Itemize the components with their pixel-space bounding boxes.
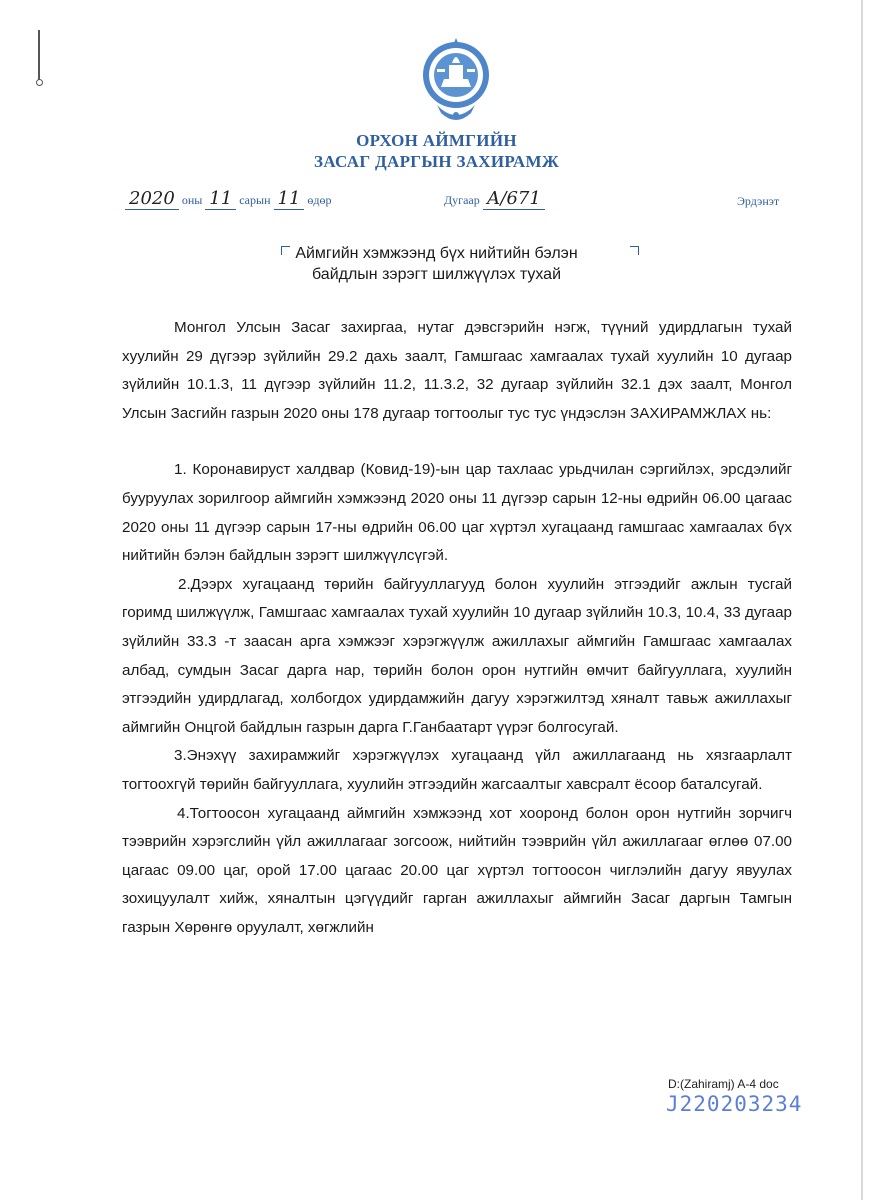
issue-date (125, 188, 332, 210)
document-subject (0, 243, 873, 285)
file-reference: D:(Zahiramj) A-4 doc (668, 1077, 779, 1091)
month-suffix: сарын (239, 193, 271, 207)
date-month: 11 (205, 188, 236, 210)
subject-line-2: байдлын зэрэгт шилжүүлэх тухай (312, 266, 561, 283)
document-number (444, 188, 545, 209)
organization-name: ОРХОН АЙМГИЙН (356, 131, 517, 150)
year-suffix: оны (181, 193, 203, 207)
order-item-3: 3.Энэхүү захирамжийг хэрэгжүүлэх хугацаанд үйл ажиллагаанд нь хязгаарлалт тогтоохгүй төрийн байгууллага, хуулийн этгээдийн жагсаалтыг хавсралт ёсоор баталсугай. (122, 747, 792, 793)
number-value: А/671 (483, 188, 545, 210)
order-item-2: 2.Дээрх хугацаанд төрийн байгууллагууд болон хуулийн этгээдийг ажлын тусгай горимд шилжүүлж, Гамшгаас хамгаалах тухай хуулийн 10 дугаар зүйлийн 10.3, 10.4, 33 дугаар зүйлийн 33.3 -т заасан арга хэмжээг хэрэгжүүлж ажиллахыг аймгийн Гамшгаас хамгаалах албад, сумдын Засаг дарга нар, төрийн болон орон нутгийн өмчит байгууллага, хуулийн этгээдийн удирдлагад, холбогдох удирдамжийн дагуу хэрэгжилтэд хяналт тавьж ажиллахыг аймгийн Онцгой байдлын газрын дарга Г.Ганбаатарт үүрэг болгосугай. (122, 575, 792, 736)
order-item-1: 1. Коронавируст халдвар (Ковид-19)-ын цар тахлаас урьдчилан сэргийлэх, эрсдэлийг бууруулах зорилгоор аймгийн хэмжээнд 2020 оны 11 дүгээр сарын 12-ны өдрийн 06.00 цагаас 2020 оны 11 дүгээр сарын 17-ны өдрийн 06.00 цаг хүртэл хугацаанд гамшгаас хамгаалах бүх нийтийн бэлэн байдлын зэрэгт шилжүүлсүгэй. (122, 461, 792, 565)
document-type-title: ЗАСАГ ДАРГЫН ЗАХИРАМЖ (314, 152, 559, 171)
day-suffix: өдөр (307, 193, 332, 207)
document-body (122, 314, 792, 942)
number-label: Дугаар (444, 193, 480, 207)
state-emblem-icon (419, 35, 493, 127)
date-year: 2020 (125, 188, 179, 210)
order-item-4: 4.Тогтоосон хугацаанд аймгийн хэмжээнд хот хооронд болон орон нутгийн зорчигч тээврийн хэрэгслийн үйл ажиллагааг зогсоож, нийтийн тээврийн үйл ажиллагааг өглөө 07.00 цагаас 09.00 цаг, орой 17.00 цагаас 20.00 цаг хүртэл тогтоосон чиглэлийн дагуу явуулах зохицуулалт хийж, хяналтын цэгүүдийг гарган ажиллахыг аймгийн Засаг даргын Тамгын газрын Хөрөнгө оруулалт, хөгжлийн (122, 804, 792, 936)
subject-line-1: Аймгийн хэмжээнд бүх нийтийн бэлэн (295, 245, 578, 262)
registration-stamp: J220203234 (666, 1092, 803, 1116)
date-day: 11 (274, 188, 305, 210)
issue-city: Эрдэнэт (737, 194, 780, 208)
intro-paragraph: Монгол Улсын Засаг захиргаа, нутаг дэвсгэрийн нэгж, түүний удирдлагын тухай хуулийн 29 дүгээр зүйлийн 29.2 дахь заалт, Гамшгаас хамгаалах тухай хуулийн 10 дугаар зүйлийн 10.1.3, 11 дүгээр зүйлийн 11.2, 11.3.2, 32 дугаар зүйлийн 32.1 дэх заалт, Монгол Улсын Засгийн газрын 2020 оны 178 дугаар тогтоолыг тус тус үндэслэн ЗАХИРАМЖЛАХ нь: (122, 319, 792, 422)
page-edge-shadow (861, 0, 863, 1200)
document-meta-row (0, 188, 873, 218)
margin-mark (38, 30, 40, 80)
